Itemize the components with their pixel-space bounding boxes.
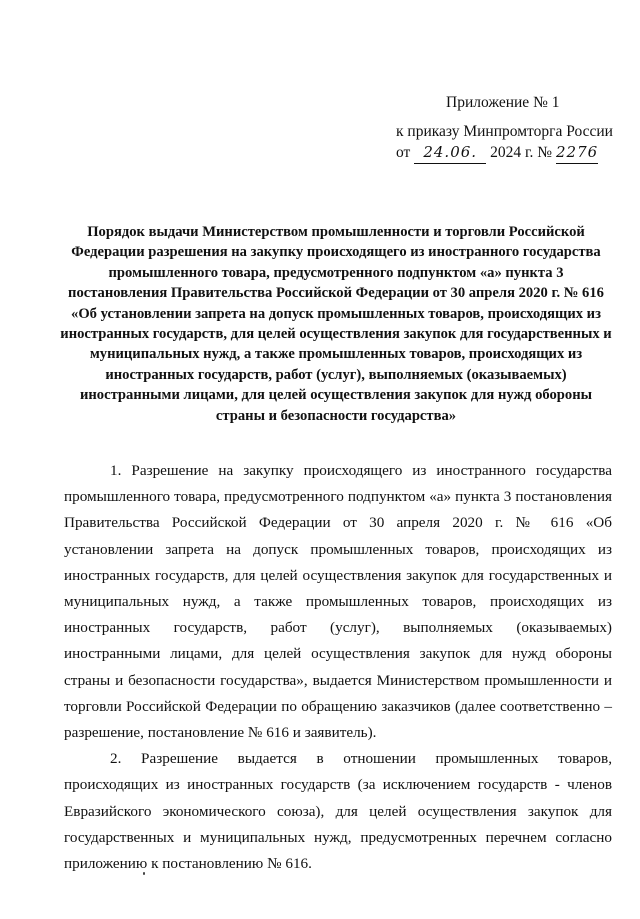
handwritten-date: 24.06. xyxy=(414,142,486,164)
document-body xyxy=(64,458,612,877)
scan-artifact xyxy=(143,872,145,875)
order-date-line xyxy=(396,142,626,164)
handwritten-order-number: 2276 xyxy=(556,142,598,164)
paragraph-1: 1. Разрешение на закупку происходящего из иностранного государства промышленного товара, предусмотренного подпунктом «а» пункта 3 постановления Правительства Российской Федерации от 30 апреля 2020 г. № 616 «Об установлении запрета на допуск промышленных товаров, происходящих из иностранных государств, для целей осуществления закупок для государственных и муниципальных нужд, а также промышленных товаров, происходящих из иностранных государств, работ (услуг), выполняемых (оказываемых) иностранными лицами, для целей осуществления закупок для нужд обороны страны и безопасности государства», выдается Министерством промышленности и торговли Российской Федерации по обращению заказчиков (далее соответственно – разрешение, постановление № 616 и заявитель). xyxy=(64,462,612,742)
paragraph-2: 2. Разрешение выдается в отношении промышленных товаров, происходящих из иностранных государств (за исключением государств - членов Евразийского экономического союза), для целей осуществления закупок для государственных и муниципальных нужд, предусмотренных перечнем согласно приложению к постановлению № 616. xyxy=(64,750,612,873)
order-reference: к приказу Минпромторга России xyxy=(396,123,613,140)
year-text: 2024 г. № xyxy=(490,144,553,161)
appendix-block xyxy=(396,92,626,164)
document-heading: Порядок выдачи Министерством промышленности и торговли Российской Федерации разрешения на закупку происходящего из иностранного государства промышленного товара, предусмотренного подпунктом «а» пункта 3 постановления Правительства Российской Федерации от 30 апреля 2020 г. № 616 «Об установлении запрета на допуск промышленных товаров, происходящих из иностранных государств, для целей осуществления закупок для государственных и муниципальных нужд, а также промышленных товаров, происходящих из иностранных государств, работ (услуг), выполняемых (оказываемых) иностранными лицами, для целей осуществления закупок для нужд обороны страны и безопасности государства» xyxy=(60,224,612,424)
appendix-title: Приложение № 1 xyxy=(446,94,560,111)
date-prefix: от xyxy=(396,144,411,161)
